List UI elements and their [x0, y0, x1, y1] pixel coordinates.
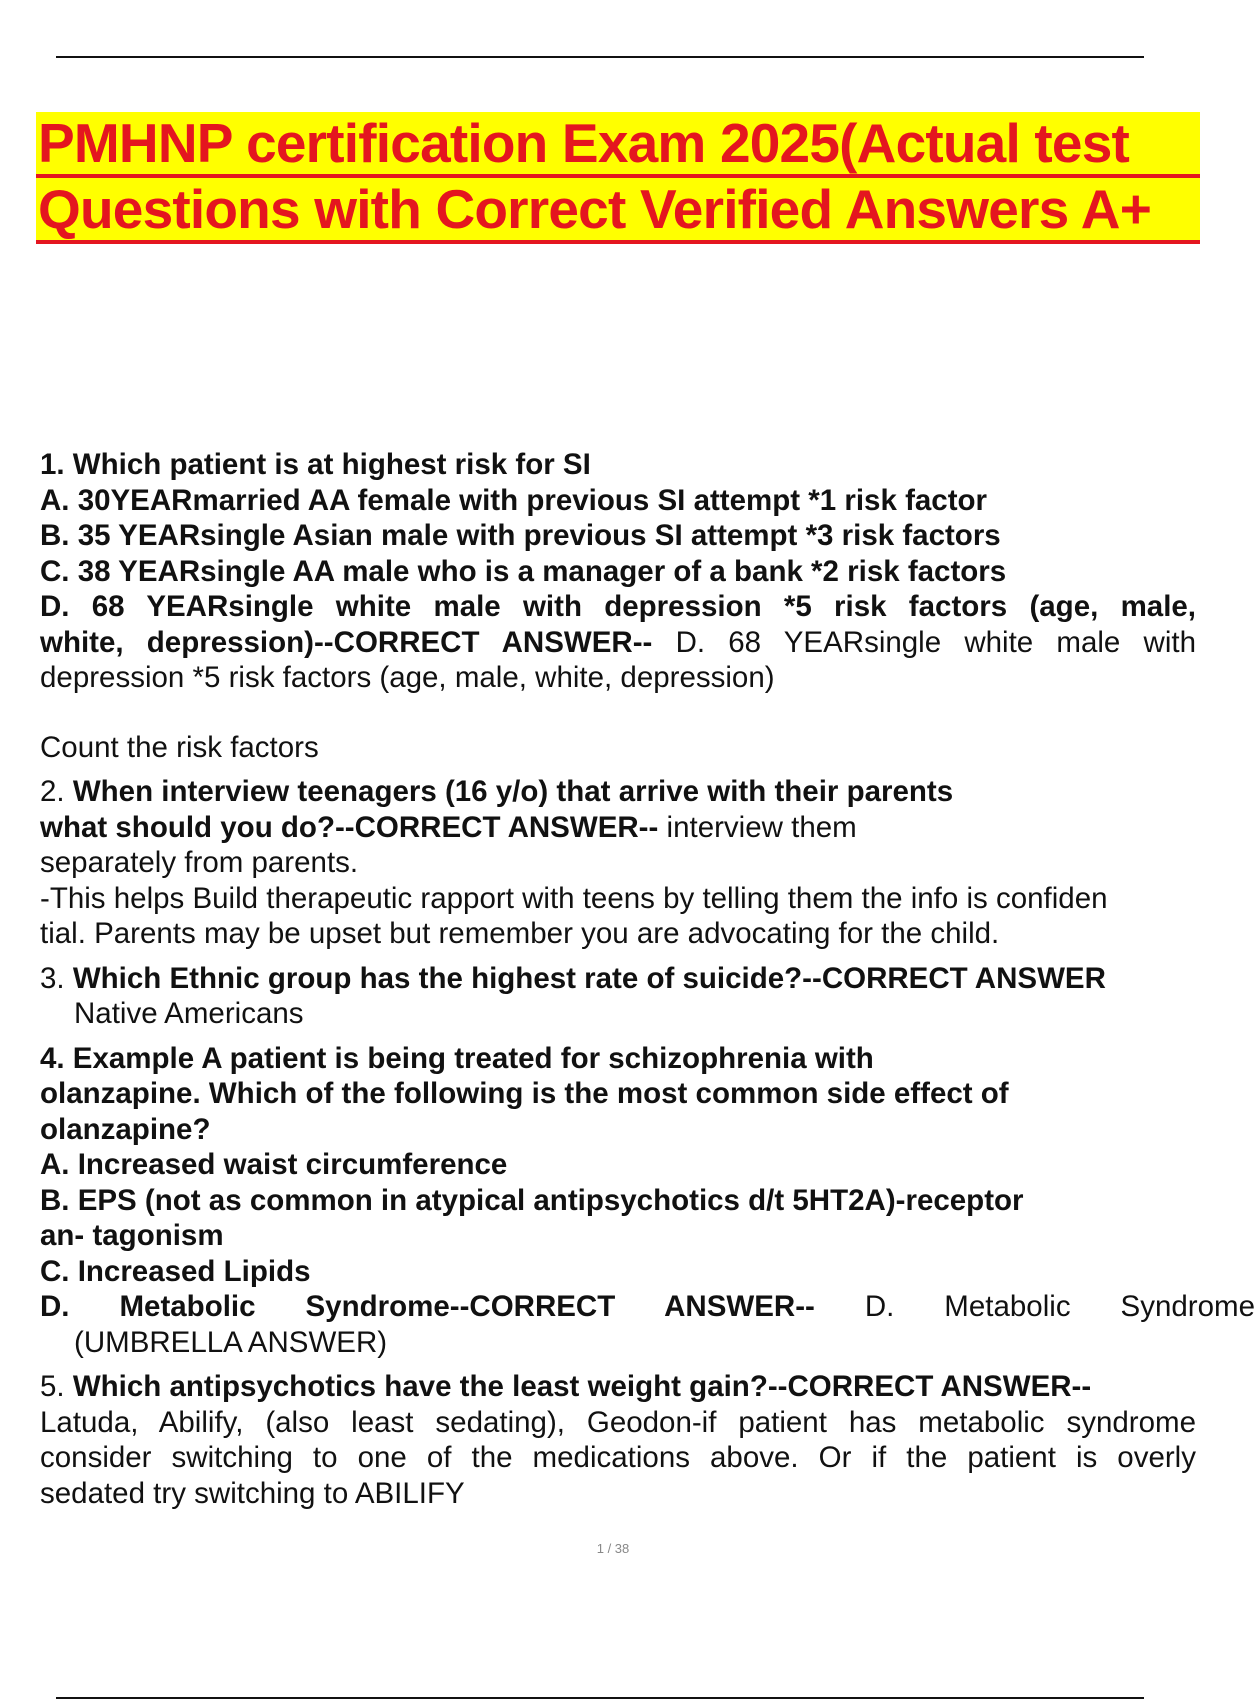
question-2	[40, 774, 1200, 952]
q2-answer-line-2: separately from parents.	[40, 846, 359, 879]
q1-question: 1. Which patient is at highest risk for SI	[40, 448, 591, 481]
q3-question-text: Which Ethnic group has the highest rate of suicide?--CORRECT ANSWER	[72, 961, 1106, 995]
q5-answer-line-3: sedated try switching to ABILIFY	[40, 1476, 465, 1510]
top-rule	[56, 56, 1144, 58]
document-body	[40, 447, 1255, 1511]
q4-correct-answer-label: D. Metabolic Syndrome--CORRECT ANSWER--	[40, 1290, 815, 1323]
q1-answer-text: D. 68 YEARsingle white male with	[675, 625, 1196, 659]
page-number: 1 / 38	[596, 1541, 630, 1556]
q4-question-line-1: 4. Example A patient is being treated for schizophrenia with	[40, 1041, 874, 1075]
q4-question-line-2: olanzapine. Which of the following is the most common side effect of	[40, 1077, 1009, 1110]
q5-question-line	[40, 1369, 1200, 1405]
q2-question-line-2	[40, 810, 1200, 846]
q1-option-d: D. 68 YEARsingle white male with depression *5 risk factors (age, male,	[40, 590, 1196, 623]
q3-question-line	[40, 961, 1200, 997]
q1-answer-line	[40, 625, 1196, 661]
q2-question-text: When interview teenagers (16 y/o) that arrive with their parents	[72, 775, 954, 808]
q2-question-line-1	[40, 774, 1200, 810]
q2-number: 2.	[40, 775, 65, 808]
title-line-1: PMHNP certification Exam 2025(Actual test	[36, 112, 1200, 178]
question-4	[40, 1041, 1255, 1361]
q1-correct-answer-label: white, depression)--CORRECT ANSWER--	[40, 625, 653, 659]
q1-option-b: B. 35 YEARsingle Asian male with previous SI attempt *3 risk factors	[40, 519, 1001, 552]
q3-number: 3.	[40, 961, 65, 995]
q4-answer-text: D. Metabolic Syndrome	[864, 1290, 1255, 1323]
q1-answer-continued: depression *5 risk factors (age, male, white, depression)	[40, 661, 775, 694]
document-title	[36, 112, 1200, 244]
q2-answer-line-4: tial. Parents may be upset but remember you are advocating for the child.	[40, 917, 1000, 950]
q2-correct-answer-label: what should you do?--CORRECT ANSWER--	[40, 810, 659, 844]
q4-option-b-continued: an- tagonism	[40, 1219, 224, 1252]
q4-question-line-3: olanzapine?	[40, 1112, 211, 1146]
q1-option-c: C. 38 YEARsingle AA male who is a manager of a bank *2 risk factors	[40, 554, 1007, 588]
q5-question-text: Which antipsychotics have the least weight gain?--CORRECT ANSWER--	[72, 1370, 1092, 1403]
q2-answer-line-3: -This helps Build therapeutic rapport with teens by telling them the info is confiden	[40, 881, 1108, 915]
q1-option-a: A. 30YEARmarried AA female with previous SI attempt *1 risk factor	[40, 483, 988, 517]
q1-note: Count the risk factors	[40, 730, 319, 764]
q4-option-a: A. Increased waist circumference	[40, 1148, 508, 1181]
title-line-2: Questions with Correct Verified Answers A+	[36, 178, 1200, 244]
q5-number: 5.	[40, 1370, 65, 1403]
q3-answer: Native Americans	[74, 997, 304, 1030]
q5-answer-line-1: Latuda, Abilify, (also least sedating), Geodon-if patient has metabolic syndrome	[40, 1405, 1196, 1439]
q4-option-d	[40, 1289, 1255, 1325]
question-1	[40, 447, 1200, 765]
q4-option-c: C. Increased Lipids	[40, 1254, 311, 1288]
q4-answer-continued: (UMBRELLA ANSWER)	[74, 1325, 388, 1359]
q4-option-b: B. EPS (not as common in atypical antipsychotics d/t 5HT2A)-receptor	[40, 1183, 1024, 1217]
question-5	[40, 1369, 1200, 1511]
q5-answer-line-2: consider switching to one of the medications above. Or if the patient is overly	[40, 1441, 1196, 1474]
question-3	[40, 961, 1200, 1032]
q2-answer-text: interview them	[666, 810, 857, 844]
bottom-rule	[56, 1697, 1144, 1699]
